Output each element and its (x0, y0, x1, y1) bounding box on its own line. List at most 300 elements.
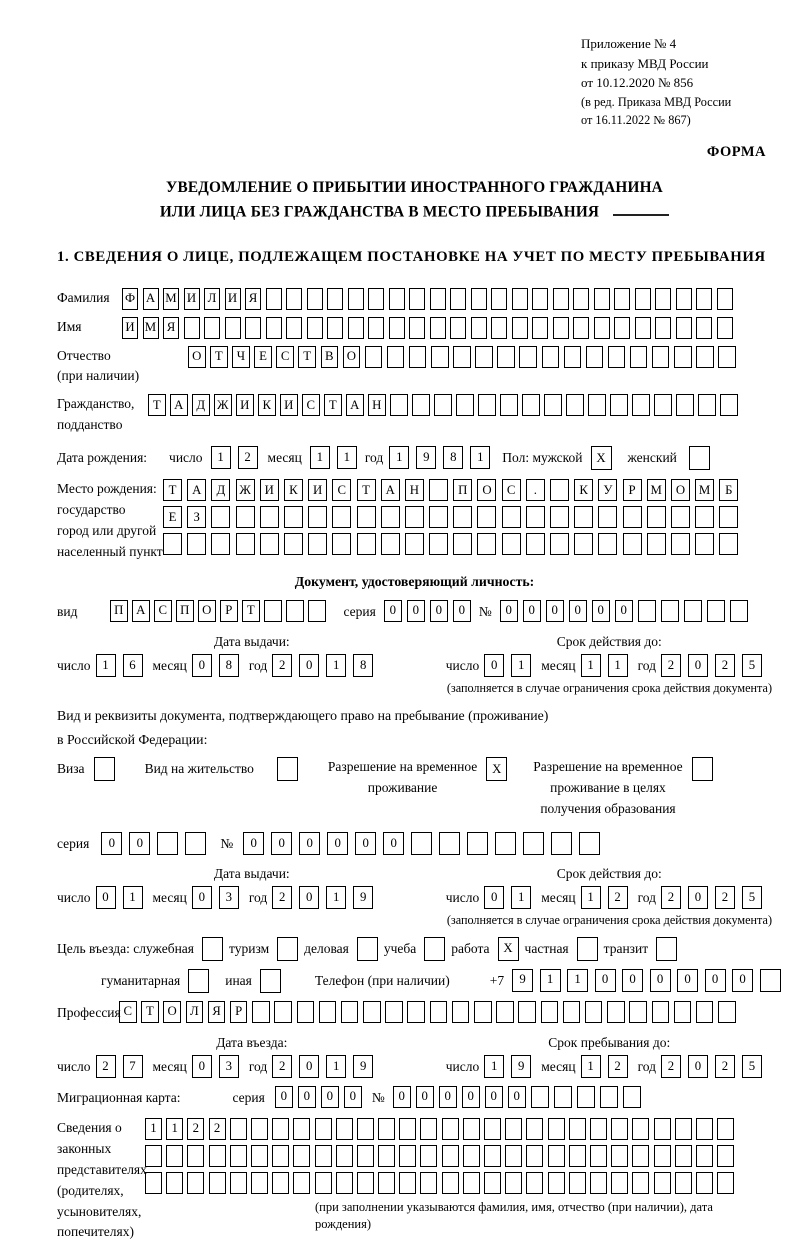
char-cell[interactable] (586, 346, 604, 368)
char-cell[interactable]: 2 (238, 446, 258, 469)
char-cell[interactable]: . (526, 479, 545, 501)
char-cell[interactable] (523, 832, 544, 855)
char-cell[interactable] (439, 832, 460, 855)
char-cell[interactable] (378, 1145, 395, 1167)
char-cell[interactable]: О (188, 346, 206, 368)
char-cell[interactable] (251, 1172, 268, 1194)
char-cell[interactable]: 1 (145, 1118, 162, 1140)
char-cell[interactable] (475, 346, 493, 368)
char-cell[interactable] (381, 506, 400, 528)
char-cell[interactable] (569, 1172, 586, 1194)
char-cell[interactable]: 0 (500, 600, 518, 622)
char-cell[interactable] (442, 1145, 459, 1167)
char-cell[interactable] (187, 533, 206, 555)
char-cell[interactable]: 2 (272, 1055, 292, 1078)
char-cell[interactable]: 9 (511, 1055, 531, 1078)
char-cell[interactable]: 0 (96, 886, 116, 909)
char-cell[interactable] (638, 600, 656, 622)
char-cell[interactable]: 0 (595, 969, 616, 992)
char-cell[interactable]: Т (324, 394, 342, 416)
char-cell[interactable] (390, 394, 408, 416)
char-cell[interactable] (357, 506, 376, 528)
char-cell[interactable]: 0 (688, 886, 708, 909)
char-cell[interactable]: 2 (661, 1055, 681, 1078)
char-cell[interactable] (632, 394, 650, 416)
char-cell[interactable] (245, 317, 261, 339)
char-cell[interactable] (623, 1086, 641, 1108)
char-cell[interactable] (505, 1145, 522, 1167)
char-cell[interactable] (357, 533, 376, 555)
char-cell[interactable]: 0 (192, 886, 212, 909)
char-cell[interactable] (566, 394, 584, 416)
char-cell[interactable] (632, 1145, 649, 1167)
char-cell[interactable] (463, 1118, 480, 1140)
char-cell[interactable]: 0 (321, 1086, 339, 1108)
char-cell[interactable] (551, 832, 572, 855)
char-cell[interactable] (518, 1001, 536, 1023)
char-cell[interactable] (450, 317, 466, 339)
char-cell[interactable] (357, 1172, 374, 1194)
char-cell[interactable] (588, 394, 606, 416)
char-cell[interactable] (542, 346, 560, 368)
char-cell[interactable]: А (381, 479, 400, 501)
char-cell[interactable]: 5 (742, 1055, 762, 1078)
char-cell[interactable]: А (170, 394, 188, 416)
char-cell[interactable]: 1 (511, 654, 531, 677)
char-cell[interactable]: 0 (299, 886, 319, 909)
char-cell[interactable] (389, 288, 405, 310)
char-cell[interactable] (407, 1001, 425, 1023)
char-cell[interactable] (145, 1145, 162, 1167)
char-cell[interactable] (272, 1145, 289, 1167)
char-cell[interactable] (608, 346, 626, 368)
char-cell[interactable] (696, 1172, 713, 1194)
char-cell[interactable]: Т (298, 346, 316, 368)
char-cell[interactable]: Л (186, 1001, 204, 1023)
char-cell[interactable] (632, 1172, 649, 1194)
char-cell[interactable] (695, 506, 714, 528)
char-cell[interactable] (272, 1118, 289, 1140)
char-cell[interactable]: X (591, 446, 612, 470)
char-cell[interactable] (230, 1118, 247, 1140)
char-cell[interactable] (452, 1001, 470, 1023)
char-cell[interactable]: П (453, 479, 472, 501)
char-cell[interactable] (495, 832, 516, 855)
char-cell[interactable] (378, 1118, 395, 1140)
char-cell[interactable] (188, 969, 209, 993)
char-cell[interactable]: 7 (123, 1055, 143, 1078)
char-cell[interactable] (399, 1118, 416, 1140)
char-cell[interactable]: 1 (540, 969, 561, 992)
char-cell[interactable] (315, 1145, 332, 1167)
char-cell[interactable] (623, 506, 642, 528)
char-cell[interactable]: Я (245, 288, 261, 310)
char-cell[interactable]: 0 (430, 600, 448, 622)
char-cell[interactable]: Ж (236, 479, 255, 501)
char-cell[interactable]: 0 (688, 654, 708, 677)
char-cell[interactable]: Т (141, 1001, 159, 1023)
char-cell[interactable] (541, 1001, 559, 1023)
char-cell[interactable] (286, 600, 304, 622)
char-cell[interactable] (463, 1172, 480, 1194)
char-cell[interactable] (674, 346, 692, 368)
char-cell[interactable]: 0 (299, 654, 319, 677)
char-cell[interactable] (307, 317, 323, 339)
char-cell[interactable]: 0 (299, 1055, 319, 1078)
char-cell[interactable]: И (280, 394, 298, 416)
char-cell[interactable]: 0 (705, 969, 726, 992)
char-cell[interactable] (365, 346, 383, 368)
char-cell[interactable] (544, 394, 562, 416)
char-cell[interactable] (230, 1172, 247, 1194)
char-cell[interactable] (579, 832, 600, 855)
char-cell[interactable] (689, 446, 710, 470)
char-cell[interactable] (719, 506, 738, 528)
char-cell[interactable] (308, 506, 327, 528)
char-cell[interactable]: И (184, 288, 200, 310)
char-cell[interactable] (502, 533, 521, 555)
char-cell[interactable] (611, 1118, 628, 1140)
char-cell[interactable]: 0 (453, 600, 471, 622)
char-cell[interactable]: С (332, 479, 351, 501)
char-cell[interactable]: 0 (439, 1086, 457, 1108)
char-cell[interactable] (564, 346, 582, 368)
title-blank-underline[interactable] (613, 199, 669, 216)
char-cell[interactable]: О (671, 479, 690, 501)
char-cell[interactable] (526, 506, 545, 528)
char-cell[interactable]: 0 (650, 969, 671, 992)
char-cell[interactable]: 0 (688, 1055, 708, 1078)
char-cell[interactable] (717, 288, 733, 310)
char-cell[interactable] (676, 317, 692, 339)
char-cell[interactable] (675, 1145, 692, 1167)
char-cell[interactable]: О (198, 600, 216, 622)
char-cell[interactable]: С (276, 346, 294, 368)
char-cell[interactable] (277, 757, 298, 781)
char-cell[interactable] (675, 1172, 692, 1194)
char-cell[interactable]: 1 (166, 1118, 183, 1140)
char-cell[interactable] (661, 600, 679, 622)
char-cell[interactable] (531, 1086, 549, 1108)
char-cell[interactable]: 0 (677, 969, 698, 992)
char-cell[interactable] (336, 1172, 353, 1194)
char-cell[interactable]: X (486, 757, 507, 781)
char-cell[interactable] (717, 1172, 734, 1194)
char-cell[interactable] (284, 533, 303, 555)
char-cell[interactable] (696, 1001, 714, 1023)
char-cell[interactable] (430, 317, 446, 339)
char-cell[interactable]: М (647, 479, 666, 501)
char-cell[interactable] (590, 1118, 607, 1140)
char-cell[interactable] (474, 1001, 492, 1023)
char-cell[interactable] (409, 317, 425, 339)
char-cell[interactable] (550, 533, 569, 555)
char-cell[interactable] (260, 533, 279, 555)
char-cell[interactable]: 0 (129, 832, 150, 855)
char-cell[interactable]: 0 (732, 969, 753, 992)
char-cell[interactable]: 0 (299, 832, 320, 855)
char-cell[interactable] (211, 506, 230, 528)
char-cell[interactable] (332, 506, 351, 528)
char-cell[interactable] (652, 1001, 670, 1023)
char-cell[interactable] (319, 1001, 337, 1023)
char-cell[interactable] (655, 317, 671, 339)
char-cell[interactable] (676, 288, 692, 310)
char-cell[interactable]: И (236, 394, 254, 416)
char-cell[interactable]: 1 (211, 446, 231, 469)
char-cell[interactable] (548, 1172, 565, 1194)
char-cell[interactable] (707, 600, 725, 622)
char-cell[interactable] (623, 533, 642, 555)
char-cell[interactable] (315, 1172, 332, 1194)
char-cell[interactable]: 0 (462, 1086, 480, 1108)
char-cell[interactable] (569, 1145, 586, 1167)
char-cell[interactable] (635, 317, 651, 339)
char-cell[interactable] (293, 1118, 310, 1140)
char-cell[interactable]: Ч (232, 346, 250, 368)
char-cell[interactable] (656, 937, 677, 961)
char-cell[interactable] (671, 533, 690, 555)
char-cell[interactable] (225, 317, 241, 339)
char-cell[interactable]: 2 (661, 654, 681, 677)
char-cell[interactable] (260, 506, 279, 528)
char-cell[interactable] (157, 832, 178, 855)
char-cell[interactable] (654, 394, 672, 416)
char-cell[interactable] (336, 1145, 353, 1167)
char-cell[interactable]: 0 (569, 600, 587, 622)
char-cell[interactable]: 0 (592, 600, 610, 622)
char-cell[interactable] (442, 1118, 459, 1140)
char-cell[interactable] (598, 533, 617, 555)
char-cell[interactable]: 0 (192, 1055, 212, 1078)
char-cell[interactable]: Я (163, 317, 179, 339)
char-cell[interactable] (163, 533, 182, 555)
char-cell[interactable] (411, 832, 432, 855)
char-cell[interactable] (718, 1001, 736, 1023)
char-cell[interactable]: 9 (353, 1055, 373, 1078)
char-cell[interactable]: 0 (355, 832, 376, 855)
char-cell[interactable] (308, 533, 327, 555)
char-cell[interactable] (420, 1145, 437, 1167)
char-cell[interactable] (598, 506, 617, 528)
char-cell[interactable] (502, 506, 521, 528)
char-cell[interactable]: С (119, 1001, 137, 1023)
char-cell[interactable] (453, 506, 472, 528)
char-cell[interactable]: 0 (327, 832, 348, 855)
char-cell[interactable]: 2 (715, 654, 735, 677)
char-cell[interactable]: 0 (383, 832, 404, 855)
char-cell[interactable] (717, 317, 733, 339)
char-cell[interactable]: 5 (742, 654, 762, 677)
char-cell[interactable] (671, 506, 690, 528)
char-cell[interactable] (327, 288, 343, 310)
char-cell[interactable] (264, 600, 282, 622)
char-cell[interactable]: Е (254, 346, 272, 368)
char-cell[interactable] (674, 1001, 692, 1023)
char-cell[interactable] (632, 1118, 649, 1140)
char-cell[interactable] (307, 288, 323, 310)
char-cell[interactable] (512, 288, 528, 310)
char-cell[interactable]: 2 (187, 1118, 204, 1140)
char-cell[interactable] (600, 1086, 618, 1108)
char-cell[interactable] (491, 317, 507, 339)
char-cell[interactable]: 0 (615, 600, 633, 622)
char-cell[interactable]: 2 (209, 1118, 226, 1140)
char-cell[interactable]: 9 (416, 446, 436, 469)
char-cell[interactable] (204, 317, 220, 339)
char-cell[interactable]: Ф (122, 288, 138, 310)
char-cell[interactable] (630, 346, 648, 368)
char-cell[interactable] (405, 506, 424, 528)
char-cell[interactable]: Ж (214, 394, 232, 416)
char-cell[interactable]: 3 (219, 1055, 239, 1078)
char-cell[interactable] (429, 479, 448, 501)
char-cell[interactable] (696, 1118, 713, 1140)
char-cell[interactable] (166, 1172, 183, 1194)
char-cell[interactable]: 0 (243, 832, 264, 855)
char-cell[interactable] (695, 533, 714, 555)
char-cell[interactable]: С (154, 600, 172, 622)
char-cell[interactable]: 9 (353, 886, 373, 909)
char-cell[interactable] (684, 600, 702, 622)
char-cell[interactable] (505, 1172, 522, 1194)
char-cell[interactable] (357, 937, 378, 961)
char-cell[interactable]: 1 (310, 446, 330, 469)
char-cell[interactable] (484, 1118, 501, 1140)
char-cell[interactable]: Д (211, 479, 230, 501)
char-cell[interactable] (720, 394, 738, 416)
char-cell[interactable]: 0 (484, 654, 504, 677)
char-cell[interactable] (145, 1172, 162, 1194)
char-cell[interactable]: 1 (123, 886, 143, 909)
char-cell[interactable]: 0 (508, 1086, 526, 1108)
char-cell[interactable]: Я (208, 1001, 226, 1023)
char-cell[interactable] (94, 757, 115, 781)
char-cell[interactable] (574, 506, 593, 528)
char-cell[interactable] (629, 1001, 647, 1023)
char-cell[interactable]: Т (242, 600, 260, 622)
char-cell[interactable] (348, 317, 364, 339)
char-cell[interactable] (467, 832, 488, 855)
char-cell[interactable] (563, 1001, 581, 1023)
char-cell[interactable] (297, 1001, 315, 1023)
char-cell[interactable] (647, 506, 666, 528)
char-cell[interactable] (512, 317, 528, 339)
char-cell[interactable] (252, 1001, 270, 1023)
char-cell[interactable]: Р (230, 1001, 248, 1023)
char-cell[interactable]: О (163, 1001, 181, 1023)
char-cell[interactable] (442, 1172, 459, 1194)
char-cell[interactable] (692, 757, 713, 781)
char-cell[interactable]: 1 (581, 654, 601, 677)
char-cell[interactable]: 6 (123, 654, 143, 677)
char-cell[interactable] (277, 937, 298, 961)
char-cell[interactable] (655, 288, 671, 310)
char-cell[interactable] (611, 1145, 628, 1167)
char-cell[interactable] (577, 937, 598, 961)
char-cell[interactable]: С (502, 479, 521, 501)
char-cell[interactable] (730, 600, 748, 622)
char-cell[interactable]: 1 (511, 886, 531, 909)
char-cell[interactable] (236, 506, 255, 528)
char-cell[interactable] (429, 533, 448, 555)
char-cell[interactable] (696, 317, 712, 339)
char-cell[interactable]: К (284, 479, 303, 501)
char-cell[interactable] (553, 317, 569, 339)
char-cell[interactable] (211, 533, 230, 555)
char-cell[interactable]: И (260, 479, 279, 501)
char-cell[interactable]: К (258, 394, 276, 416)
char-cell[interactable]: 1 (96, 654, 116, 677)
char-cell[interactable] (399, 1172, 416, 1194)
char-cell[interactable] (484, 1172, 501, 1194)
char-cell[interactable] (526, 1145, 543, 1167)
char-cell[interactable] (573, 317, 589, 339)
char-cell[interactable]: X (498, 937, 519, 961)
char-cell[interactable] (430, 288, 446, 310)
char-cell[interactable]: Е (163, 506, 182, 528)
char-cell[interactable] (505, 1118, 522, 1140)
char-cell[interactable]: 0 (192, 654, 212, 677)
char-cell[interactable]: 2 (272, 654, 292, 677)
char-cell[interactable] (719, 533, 738, 555)
char-cell[interactable] (266, 288, 282, 310)
char-cell[interactable] (675, 1118, 692, 1140)
char-cell[interactable]: Р (623, 479, 642, 501)
char-cell[interactable]: З (187, 506, 206, 528)
char-cell[interactable]: 0 (484, 886, 504, 909)
char-cell[interactable] (696, 288, 712, 310)
char-cell[interactable]: 5 (742, 886, 762, 909)
char-cell[interactable] (308, 600, 326, 622)
char-cell[interactable] (577, 1086, 595, 1108)
char-cell[interactable] (453, 533, 472, 555)
char-cell[interactable]: В (321, 346, 339, 368)
char-cell[interactable]: 0 (407, 600, 425, 622)
char-cell[interactable] (548, 1118, 565, 1140)
char-cell[interactable] (327, 317, 343, 339)
char-cell[interactable] (357, 1118, 374, 1140)
char-cell[interactable]: С (302, 394, 320, 416)
char-cell[interactable] (519, 346, 537, 368)
char-cell[interactable] (272, 1172, 289, 1194)
char-cell[interactable] (526, 1172, 543, 1194)
char-cell[interactable] (431, 346, 449, 368)
char-cell[interactable]: А (132, 600, 150, 622)
char-cell[interactable]: И (122, 317, 138, 339)
char-cell[interactable] (286, 288, 302, 310)
char-cell[interactable] (590, 1172, 607, 1194)
char-cell[interactable] (526, 1118, 543, 1140)
char-cell[interactable]: 8 (219, 654, 239, 677)
char-cell[interactable]: 0 (485, 1086, 503, 1108)
char-cell[interactable] (594, 288, 610, 310)
char-cell[interactable]: Н (405, 479, 424, 501)
char-cell[interactable]: И (225, 288, 241, 310)
char-cell[interactable]: 0 (298, 1086, 316, 1108)
char-cell[interactable] (450, 288, 466, 310)
char-cell[interactable] (696, 1145, 713, 1167)
char-cell[interactable] (654, 1118, 671, 1140)
char-cell[interactable] (654, 1172, 671, 1194)
char-cell[interactable] (420, 1118, 437, 1140)
char-cell[interactable]: 1 (326, 886, 346, 909)
char-cell[interactable] (368, 288, 384, 310)
char-cell[interactable] (236, 533, 255, 555)
char-cell[interactable]: 8 (443, 446, 463, 469)
char-cell[interactable] (554, 1086, 572, 1108)
char-cell[interactable] (471, 288, 487, 310)
